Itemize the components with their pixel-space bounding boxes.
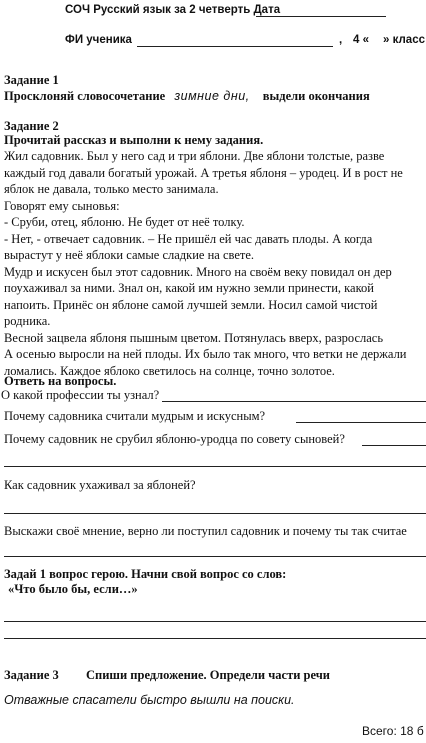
story-text xyxy=(4,148,426,379)
student-name-blank-line[interactable] xyxy=(137,46,333,47)
task3-sentence: Отважные спасатели быстро вышли на поиски. xyxy=(4,693,295,707)
answer-line-1[interactable] xyxy=(162,401,426,402)
date-blank-line[interactable] xyxy=(256,16,386,17)
question-4: Как садовник ухаживал за яблоней? xyxy=(4,478,196,492)
answer-line-4[interactable] xyxy=(4,513,426,514)
story-line: ломались. Каждое яблоко светилось на солнце, точно золотое. xyxy=(4,363,335,378)
task1-phrase: зимние дни, xyxy=(174,89,250,103)
task2-title: Задание 2 xyxy=(4,119,59,133)
answer-line-2[interactable] xyxy=(296,422,426,423)
ask-hero-instruction: Задай 1 вопрос герою. Начни свой вопрос со слов: xyxy=(4,567,287,581)
answer-line-3[interactable] xyxy=(362,445,426,446)
story-line: родника. xyxy=(4,314,51,328)
story-line: напоить. Принёс он яблоне самой лучшей земли. Носил самой чистой xyxy=(4,297,378,312)
task3-title: Задание 3 xyxy=(4,668,59,682)
question-1: О какой профессии ты узнал? xyxy=(1,388,160,402)
task1-instruction-b: выдели окончания xyxy=(262,89,370,103)
ask-hero-line-2[interactable] xyxy=(4,638,426,639)
header-title-line: СОЧ Русский язык за 2 четверть Дата xyxy=(65,4,281,16)
answer-line-5[interactable] xyxy=(4,556,426,557)
answer-heading: Ответь на вопросы. xyxy=(4,374,117,388)
question-2: Почему садовника считали мудрым и искусным? xyxy=(4,409,266,423)
ask-hero-line-1[interactable] xyxy=(4,621,426,622)
grade-label: 4 « xyxy=(353,34,369,46)
header-comma: , xyxy=(339,34,343,46)
total-score: Всего: 18 б xyxy=(362,724,424,738)
story-line: Жил садовник. Был у него сад и три яблони. Две яблони толстые, разве xyxy=(4,149,385,163)
story-line: Весной зацвела яблоня пышным цветом. Потянулась вверх, разрослась xyxy=(4,330,384,345)
task2-instruction: Прочитай рассказ и выполни к нему задания. xyxy=(4,133,264,147)
task1-instruction xyxy=(4,88,370,105)
question-3: Почему садовник не срубил яблоню-уродца по совету сыновей? xyxy=(4,432,345,446)
answer-line-3b[interactable] xyxy=(4,466,426,467)
task1-instruction-a: Просклоняй словосочетание xyxy=(4,89,166,103)
story-line: вырастут у неё яблоки самые сладкие на свете. xyxy=(4,248,255,262)
student-name-label: ФИ ученика xyxy=(65,34,132,46)
story-line: поухаживал за ними. Знал он, какой им нужно земли принести, какой xyxy=(4,281,374,295)
story-line: Говорят ему сыновья: xyxy=(4,198,120,213)
question-5: Выскажи своё мнение, верно ли поступил садовник и почему ты так считае xyxy=(4,524,407,538)
task3-instruction: Спиши предложение. Определи части речи xyxy=(86,668,331,682)
story-line: - Сруби, отец, яблоню. Не будет от неё толку. xyxy=(4,215,245,229)
story-line: Мудр и искусен был этот садовник. Много на своём веку повидал он дер xyxy=(4,264,392,279)
task1-title: Задание 1 xyxy=(4,73,59,87)
ask-hero-prompt: «Что было бы, если…» xyxy=(8,582,138,596)
story-line: - Нет, - отвечает садовник. – Не пришёл ей час давать плоды. А когда xyxy=(4,231,373,246)
class-label: » класс xyxy=(383,34,425,46)
story-line: каждый год давали богатый урожай. А третья яблоня – уродец. И в рост не xyxy=(4,165,403,180)
story-line: яблок не давала, только место занимала. xyxy=(4,182,219,196)
story-line: А осенью выросли на ней плоды. Их было так много, что ветки не держали xyxy=(4,347,407,361)
